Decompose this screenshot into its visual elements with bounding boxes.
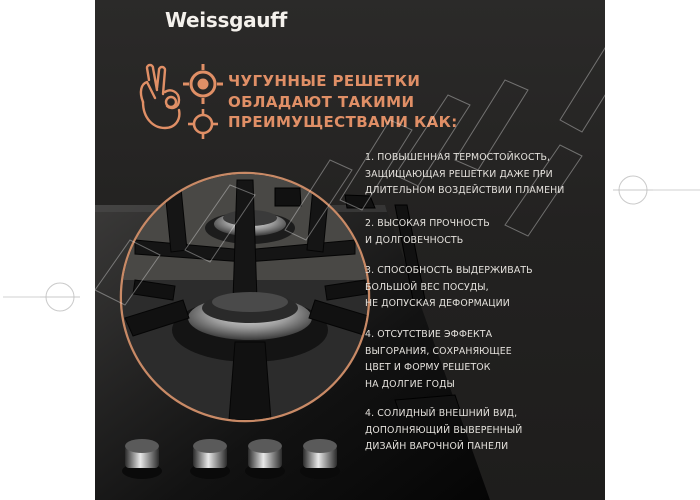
burner-knob-2[interactable] — [190, 439, 230, 479]
feature-line: 4. ОТСУТСТВИЕ ЭФФЕКТА — [365, 329, 493, 340]
feature-line: ДИЗАЙН ВАРОЧНОЙ ПАНЕЛИ — [365, 441, 509, 452]
feature-line: ЦВЕТ И ФОРМУ РЕШЕТОК — [365, 362, 491, 373]
grate-small-icon — [188, 109, 218, 139]
feature-icons — [135, 62, 225, 142]
feature-line: НЕ ДОПУСКАЯ ДЕФОРМАЦИИ — [365, 298, 510, 309]
feature-line: НА ДОЛГИЕ ГОДЫ — [365, 378, 455, 390]
feature-line: И ДОЛГОВЕЧНОСТЬ — [365, 234, 464, 246]
feature-line: ЗАЩИЩАЮЩАЯ РЕШЕТКИ ДАЖЕ ПРИ — [365, 168, 553, 180]
feature-line: БОЛЬШОЙ ВЕС ПОСУДЫ, — [365, 281, 489, 293]
feature-item-2 — [365, 216, 600, 249]
burner-knob-4[interactable] — [300, 439, 340, 479]
feature-line: ВЫГОРАНИЯ, СОХРАНЯЮЩЕЕ — [365, 345, 512, 357]
headline — [228, 71, 458, 133]
burner-knob-1[interactable] — [122, 439, 162, 479]
promo-panel — [95, 0, 605, 500]
burner-knob-3[interactable] — [245, 439, 285, 479]
grate-icon — [183, 64, 223, 104]
feature-item-5 — [365, 406, 600, 456]
feature-line: ДОПОЛНЯЮЩИЙ ВЫВЕРЕННЫЙ — [365, 424, 523, 436]
feature-line: 3. СПОСОБНОСТЬ ВЫДЕРЖИВАТЬ — [365, 265, 533, 276]
feature-line: 4. СОЛИДНЫЙ ВНЕШНИЙ ВИД, — [365, 408, 518, 419]
headline-line: ОБЛАДАЮТ ТАКИМИ — [228, 92, 415, 111]
headline-line: ПРЕИМУЩЕСТВАМИ КАК: — [228, 113, 458, 131]
feature-line: 2. ВЫСОКАЯ ПРОЧНОСТЬ — [365, 218, 490, 229]
ok-hand-icon — [141, 65, 179, 128]
feature-item-3 — [365, 263, 600, 313]
brand-logo: Weissgauff — [165, 8, 288, 32]
feature-line: ДЛИТЕЛЬНОМ ВОЗДЕЙСТВИИ ПЛАМЕНИ — [365, 185, 565, 196]
feature-line: 1. ПОВЫШЕННАЯ ТЕРМОСТОЙКОСТЬ, — [365, 152, 551, 163]
feature-item-1 — [365, 150, 600, 200]
headline-line: ЧУГУННЫЕ РЕШЕТКИ — [228, 72, 421, 90]
feature-item-4 — [365, 327, 600, 393]
